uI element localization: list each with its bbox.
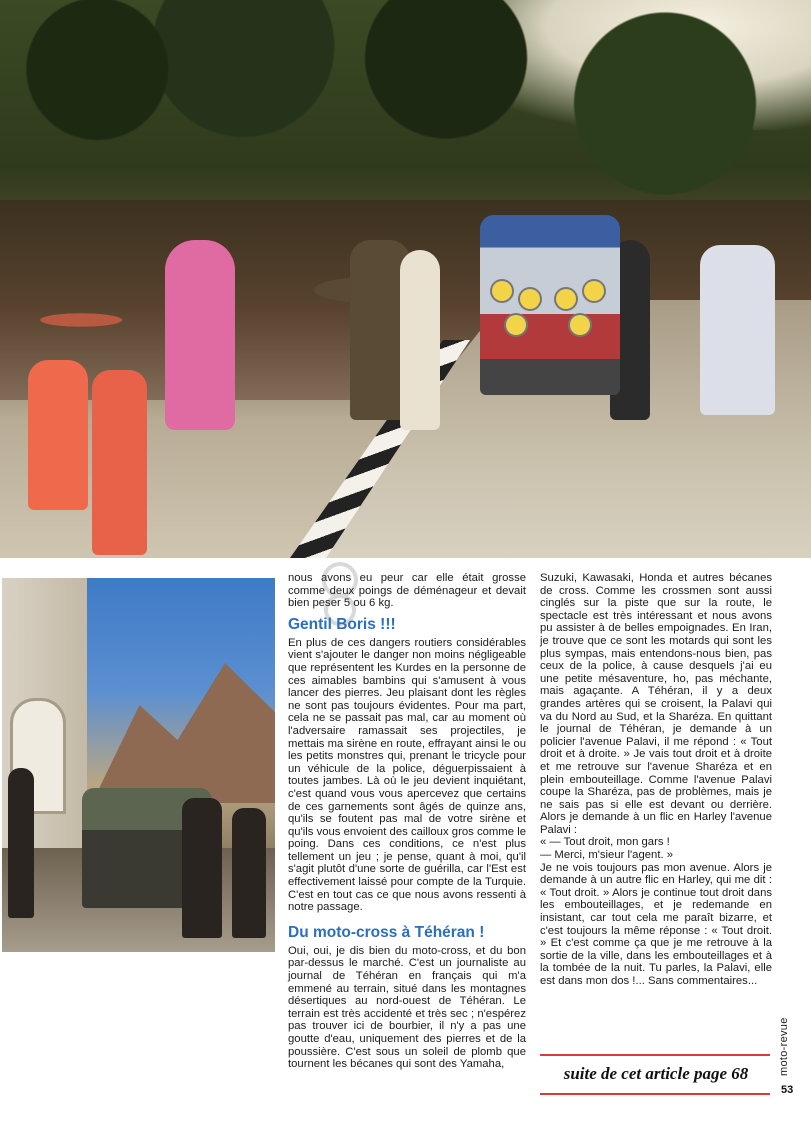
paragraph: Oui, oui, je dis bien du moto-cross, et du bon par-dessus le marché. C'est un journaliste au journal de Téhéran en français qui m'a emmené au terrain, situé dans les montagnes désertiques au nord-ouest de Téhéran. Le terrain est très accidenté et très sec ; n'espérez pas trouver ici de bourbier, il n'y a pas une goutte d'eau, uniquement des pierres et de la poussière. C'est sous un soleil de plomb que tournent les bécanes qui sont des Yamaha, [288,944,526,1071]
page-number: 53 [781,1084,794,1096]
photo-woman-pink-sari [165,240,235,430]
continued-on-page: suite de cet article page 68 [563,1064,749,1083]
subheading-gentil-boris: Gentil Boris !!! [288,615,396,633]
photo-tree-canopy [0,0,811,230]
headlamp-icon [506,315,526,335]
footer-rule-bottom [540,1093,770,1095]
photo-person [232,808,266,938]
photo-girl-orange [28,360,88,510]
headlamp-icon [584,281,604,301]
headlamp-icon [556,289,576,309]
dialog-line: « — Tout droit, mon gars ! [540,836,670,849]
headlamp-icon [492,281,512,301]
photo-person [8,768,34,918]
headlamp-icon [520,289,540,309]
text-column-right [540,572,772,988]
street-photo-tricycle [2,578,275,952]
magazine-name: moto-revue [778,1017,790,1076]
paragraph: Suzuki, Kawasaki, Honda et autres bécanes de cross. Comme les crossmen sont aussi cinglés sur la piste que sur la route, le spectacle est très intéressant et nous avons pu assister à de belles empoignades. En Iran, je trouve que ce sont les motards qui sont les plus sympas, mais entendons-nous bien, pas ceux de la police, à cause desquels j'ai eu une petite mésaventure, ho, pas méchante, mais agaçante. A Téhéran, il y a deux grandes artères qui se croisent, la Palavi qui va du Nord au Sud, et la Sharéza. En quittant le journal de Téhéran, je demande à un policier l'avenue Palavi, il me répond : « Tout droit et à droite. » Je vais tout droit et à droite et me retrouve sur l'avenue Sharéza et en plein embouteillage. Comme l'avenue Palavi coupe la Sharéza, pas de problèmes, mais je ne sais pas si elle est devant ou derrière. Alors je demande à un flic en Harley l'avenue Palavi : [540,572,772,836]
photo-man [700,245,775,415]
photo-man [400,250,440,430]
dialog-line: — Merci, m'sieur l'agent. » [540,849,674,862]
photo-girl-red [92,370,147,555]
paragraph: Je ne vois toujours pas mon avenue. Alors je demande à un autre flic en Harley, qui me dit : « Tout droit. » Alors je continue tout droit dans les embouteillages, et je redemande en insistant, car tout cela me paraît bizarre, et c'est toujours la même réponse : « Tout droit. » Et c'est comme ça que je me retrouve à la sortie de la ville, dans les embouteillages et à la tombée de la nuit. Tu parles, la Palavi, elle est dans mon dos !... Sans commentaires... [540,861,772,987]
photo-mountain [92,663,275,803]
text-column-middle [288,572,526,1071]
footer-rule-top [540,1054,770,1056]
headlamp-icon [570,315,590,335]
subheading-moto-cross: Du moto-cross à Téhéran ! [288,923,485,941]
photo-tricycle [480,215,620,395]
paragraph: En plus de ces dangers routiers considérables vient s'ajouter le danger non moins négligeable que représentent les Kurdes en la personne de ces aimables bambins qui s'amusent à vous lancer des pierres. Jeu plaisant dont les règles ne sont pas toujours évidentes. Pour ma part, cela ne se passait pas mal, car au moment où l'adversaire ramassait ses projectiles, je mettais ma sirène en route, effrayant ainsi le ou les petits monstres qui, prenant le tricycle pour un véhicule de la police, déguerpissaient à toutes jambes. Là où le jeu devient inquiétant, c'est quand vous vous apercevez que certains de ces garnements sont âgés de quinze ans, qu'ils se foutent pas mal de votre sirène et qu'ils vous envoient des cailloux gros comme le poing. Dans ces conditions, ce n'est plus tellement un jeu ; je pense, quant à moi, qu'il s'agit plutôt d'une sorte de guérilla, car l'Est est effectivement laissé pour compte de la Turquie. C'est en tout cas ce que nous avons ressenti à notre passage. [288,636,526,914]
photo-person [182,798,222,938]
intro-paragraph: nous avons eu peur car elle était grosse comme deux poings de déménageur et devait bien peser 5 ou 6 kg. [288,572,526,610]
top-photo-crowd-tricycle [0,0,811,558]
